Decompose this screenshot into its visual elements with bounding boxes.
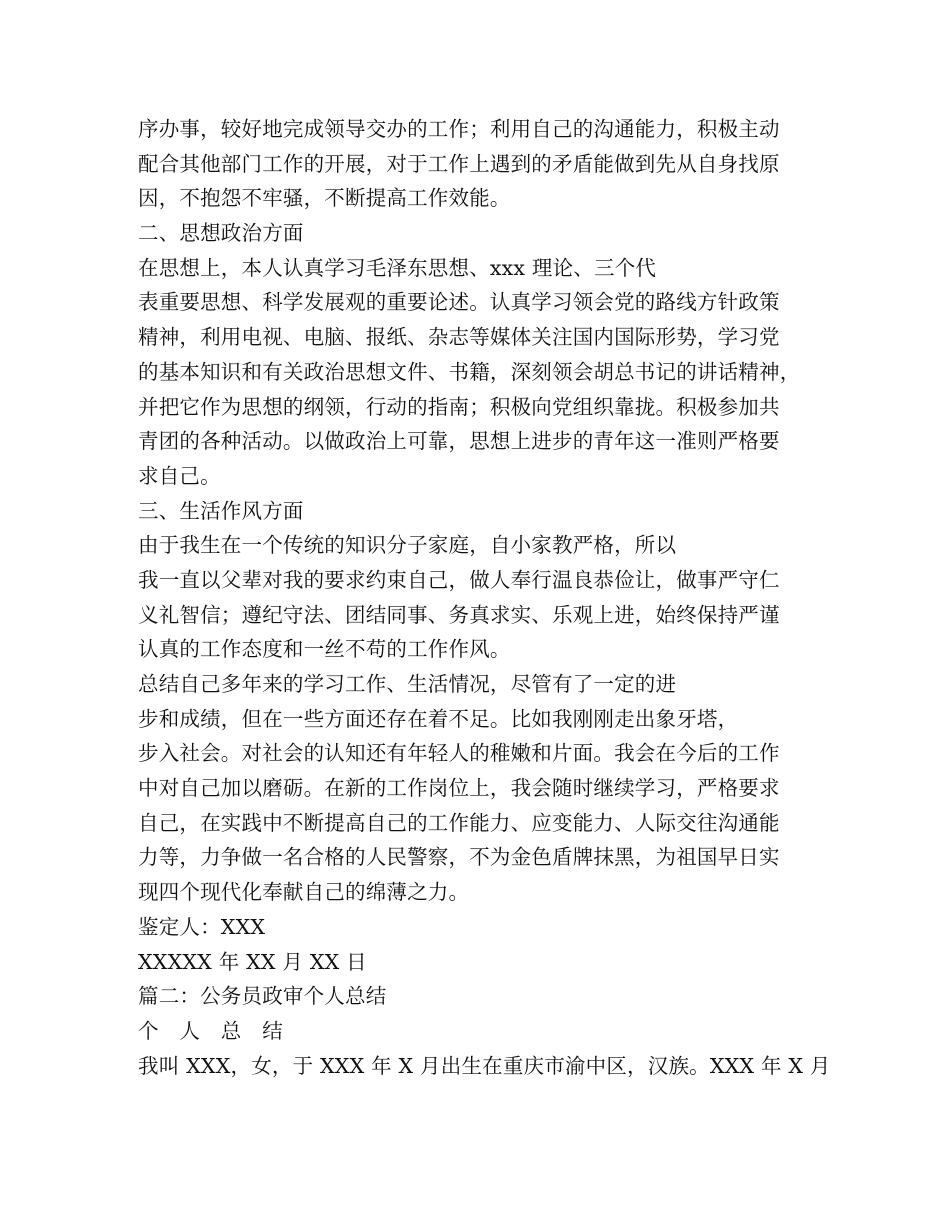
- text-line: 自己，在实践中不断提高自己的工作能力、应变能力、人际交往沟通能: [138, 810, 780, 835]
- text-line: 义礼智信；遵纪守法、团结同事、务真求实、乐观上进，始终保持严谨: [138, 602, 780, 627]
- text-line: 因，不抱怨不牢骚，不断提高工作效能。: [138, 186, 511, 211]
- text-line: 现四个现代化奉献自己的绵薄之力。: [138, 880, 470, 905]
- text-line: 步和成绩，但在一些方面还存在着不足。比如我刚刚走出象牙塔，: [138, 706, 739, 731]
- section-heading: 二、思想政治方面: [138, 221, 304, 246]
- text-line: 在思想上，本人认真学习毛泽东思想、xxx 理论、三个代: [138, 255, 657, 280]
- text-line: 我叫 XXX，女，于 XXX 年 X 月出生在重庆市渝中区，汉族。XXX 年 X 月: [138, 1053, 831, 1078]
- text-line: 步入社会。对社会的认知还有年轻人的稚嫩和片面。我会在今后的工作: [138, 741, 780, 766]
- text-line: 中对自己加以磨砺。在新的工作岗位上，我会随时继续学习，严格要求: [138, 776, 780, 801]
- text-line: 的基本知识和有关政治思想文件、书籍，深刻领会胡总书记的讲话精神，: [138, 359, 801, 384]
- text-line: 总结自己多年来的学习工作、生活情况，尽管有了一定的进: [138, 672, 677, 696]
- text-line: 表重要思想、科学发展观的重要论述。认真学习领会党的路线方针政策: [138, 290, 780, 315]
- text-line: 力等，力争做一名合格的人民警察，不为金色盾牌抹黑，为祖国早日实: [138, 845, 780, 870]
- text-line: 并把它作为思想的纲领，行动的指南；积极向党组织靠拢。积极参加共: [138, 394, 780, 419]
- chapter-heading: 篇二：公务员政审个人总结: [138, 984, 387, 1009]
- section-heading: 三、生活作风方面: [138, 498, 304, 523]
- text-line: 序办事，较好地完成领导交办的工作；利用自己的沟通能力，积极主动: [138, 117, 780, 141]
- text-line: 配合其他部门工作的开展，对于工作上遇到的矛盾能做到先从自身找原: [138, 151, 780, 176]
- text-line: 青团的各种活动。以做政治上可靠，思想上进步的青年这一准则严格要: [138, 429, 780, 454]
- document-body: [138, 112, 831, 1083]
- summary-title: 个 人 总 结: [138, 1018, 283, 1043]
- text-line: 我一直以父辈对我的要求约束自己，做人奉行温良恭俭让，做事严守仁: [138, 567, 780, 592]
- text-line: 求自己。: [138, 463, 221, 488]
- text-line: 认真的工作态度和一丝不苟的工作作风。: [138, 637, 511, 662]
- text-line: 精神，利用电视、电脑、报纸、杂志等媒体关注国内国际形势，学习党: [138, 325, 780, 350]
- date-line: XXXXX 年 XX 月 XX 日: [138, 949, 367, 974]
- text-line: 由于我生在一个传统的知识分子家庭，自小家教严格，所以: [138, 533, 677, 558]
- appraiser-line: 鉴定人：XXX: [138, 914, 266, 939]
